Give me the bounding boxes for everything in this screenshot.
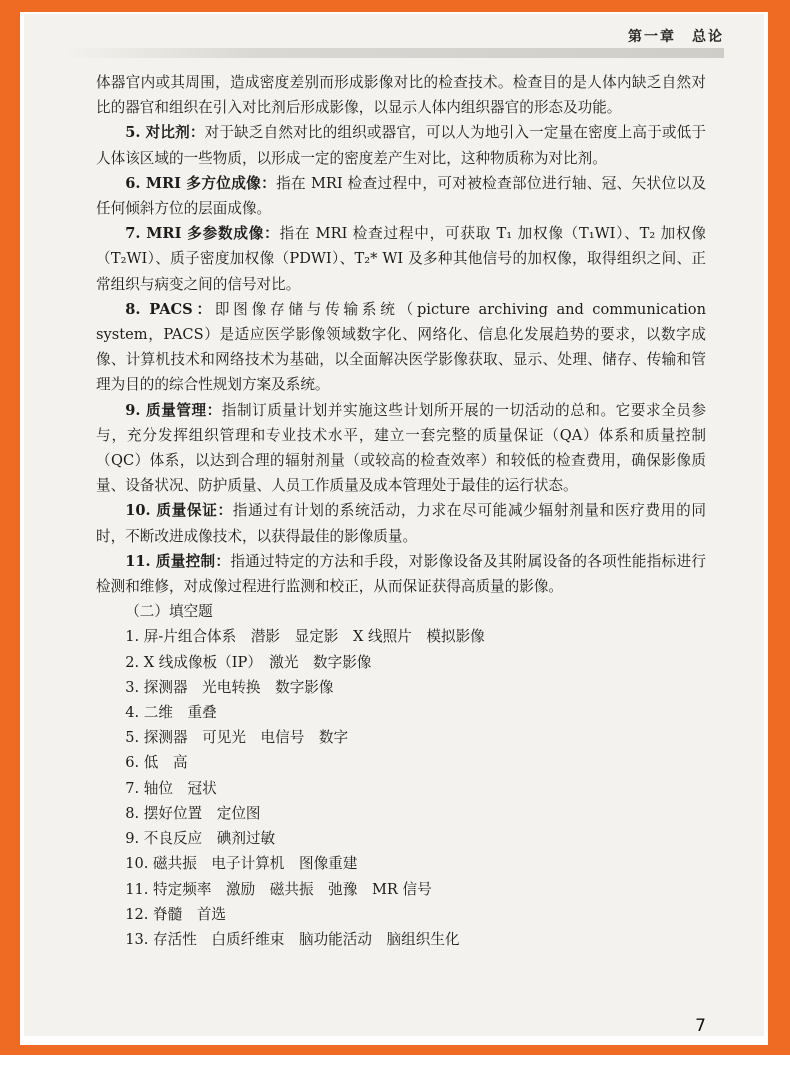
definition-quality-control: 指通过特定的方法和手段，对影像设备及其附属设备的各项性能指标进行检测和维修，对成像过程进行监测和校正，从而保证获得高质量的影像。: [96, 552, 706, 596]
frame-bottom-margin: [0, 1055, 790, 1069]
paragraph-pacs: [96, 297, 706, 398]
answer-item: 12. 脊髓 首选: [125, 905, 227, 923]
definition-contrast-agent: 对于缺乏自然对比的组织或器官，可以人为地引入一定量在密度上高于或低于人体该区域的一些物质，以形成一定的密度差产生对比，这种物质称为对比剂。: [96, 124, 706, 167]
answer-item: 5. 探测器 可见光 电信号 数字: [125, 729, 349, 747]
paragraph-quality-management: [96, 398, 706, 499]
answer-item: 2. X 线成像板（IP） 激光 数字影像: [125, 653, 372, 671]
term-quality-assurance: 10. 质量保证：: [125, 502, 233, 520]
paragraph-contrast-agent: [96, 120, 706, 170]
answer-item: 6. 低 高: [125, 754, 188, 772]
frame-left-border: [0, 0, 20, 1069]
term-mri-multiparameter: 7. MRI 多参数成像：: [125, 225, 280, 243]
answer-item: 11. 特定频率 激励 磁共振 弛豫 MR 信号: [125, 880, 432, 898]
page-content: [96, 70, 706, 952]
paragraph-mri-multiparameter: [96, 221, 706, 297]
answer-item: 9. 不良反应 碘剂过敏: [125, 830, 276, 848]
term-contrast-agent: 5. 对比剂：: [125, 124, 205, 142]
term-mri-multiplanar: 6. MRI 多方位成像：: [125, 174, 277, 192]
book-page: [24, 14, 764, 1036]
term-quality-control: 11. 质量控制：: [125, 552, 231, 570]
header-band: [64, 48, 724, 58]
answer-item: 3. 探测器 光电转换 数字影像: [125, 678, 334, 696]
answer-item: 1. 屏-片组合体系 潜影 显定影 X 线照片 模拟影像: [125, 628, 485, 646]
answer-item: 8. 摆好位置 定位图: [125, 804, 261, 822]
paragraph-continued: 体器官内或其周围，造成密度差别而形成影像对比的检查技术。检查目的是人体内缺乏自然对比的器官和组织在引入对比剂后形成影像，以显示人体内组织器官的形态及功能。: [96, 74, 706, 117]
definition-pacs: 即图像存储与传输系统（picture archiving and communication system，PACS）是适应医学影像领域数字化、网络化、信息化发展趋势的要求，以数字成像、计算机技术和网络技术为基础，以全面解决医学影像获取、显示、处理、储存、传输和管理为目的的综合性规划方案及系统。: [96, 300, 706, 394]
page-header: [24, 14, 764, 60]
frame-bottom-border: [0, 1045, 790, 1055]
frame-right-border: [768, 0, 790, 1069]
paragraph-mri-multiplanar: [96, 171, 706, 221]
definition-quality-assurance: 指通过有计划的系统活动，力求在尽可能减少辐射剂量和医疗费用的同时，不断改进成像技术，以获得最佳的影像质量。: [96, 502, 706, 545]
answer-item: 13. 存活性 白质纤维束 脑功能活动 脑组织生化: [125, 930, 460, 948]
fill-blank-section-title: （二）填空题: [125, 603, 213, 621]
term-quality-management: 9. 质量管理：: [125, 401, 222, 419]
answer-item: 10. 磁共振 电子计算机 图像重建: [125, 855, 358, 873]
term-pacs: 8. PACS：: [125, 300, 215, 318]
definition-mri-multiparameter: 指在 MRI 检查过程中，可获取 T₁ 加权像（T₁WI）、T₂ 加权像（T₂WI）、质子密度加权像（PDWI）、T₂* WI 及多种其他信号的加权像，取得组织之间、正常组织与病变之间的信号对比。: [96, 225, 706, 293]
frame-top-border: [0, 0, 790, 12]
chapter-title: 第一章 总论: [628, 29, 724, 45]
definition-quality-management: 指制订质量计划并实施这些计划所开展的一切活动的总和。它要求全员参与，充分发挥组织管理和专业技术水平，建立一套完整的质量保证（QA）体系和质量控制（QC）体系，以达到合理的辐射剂量（或较高的检查效率）和较低的检查费用，确保影像质量、设备状况、防护质量、人员工作质量及成本管理处于最佳的运行状态。: [96, 401, 706, 495]
page-number: 7: [695, 1016, 706, 1036]
definition-mri-multiplanar: 指在 MRI 检查过程中，可对被检查部位进行轴、冠、矢状位以及任何倾斜方位的层面成像。: [96, 174, 706, 218]
answer-item: 4. 二维 重叠: [125, 704, 217, 722]
answer-item: 7. 轴位 冠状: [125, 779, 217, 797]
paragraph-quality-control: [96, 549, 706, 599]
paragraph-quality-assurance: [96, 498, 706, 548]
